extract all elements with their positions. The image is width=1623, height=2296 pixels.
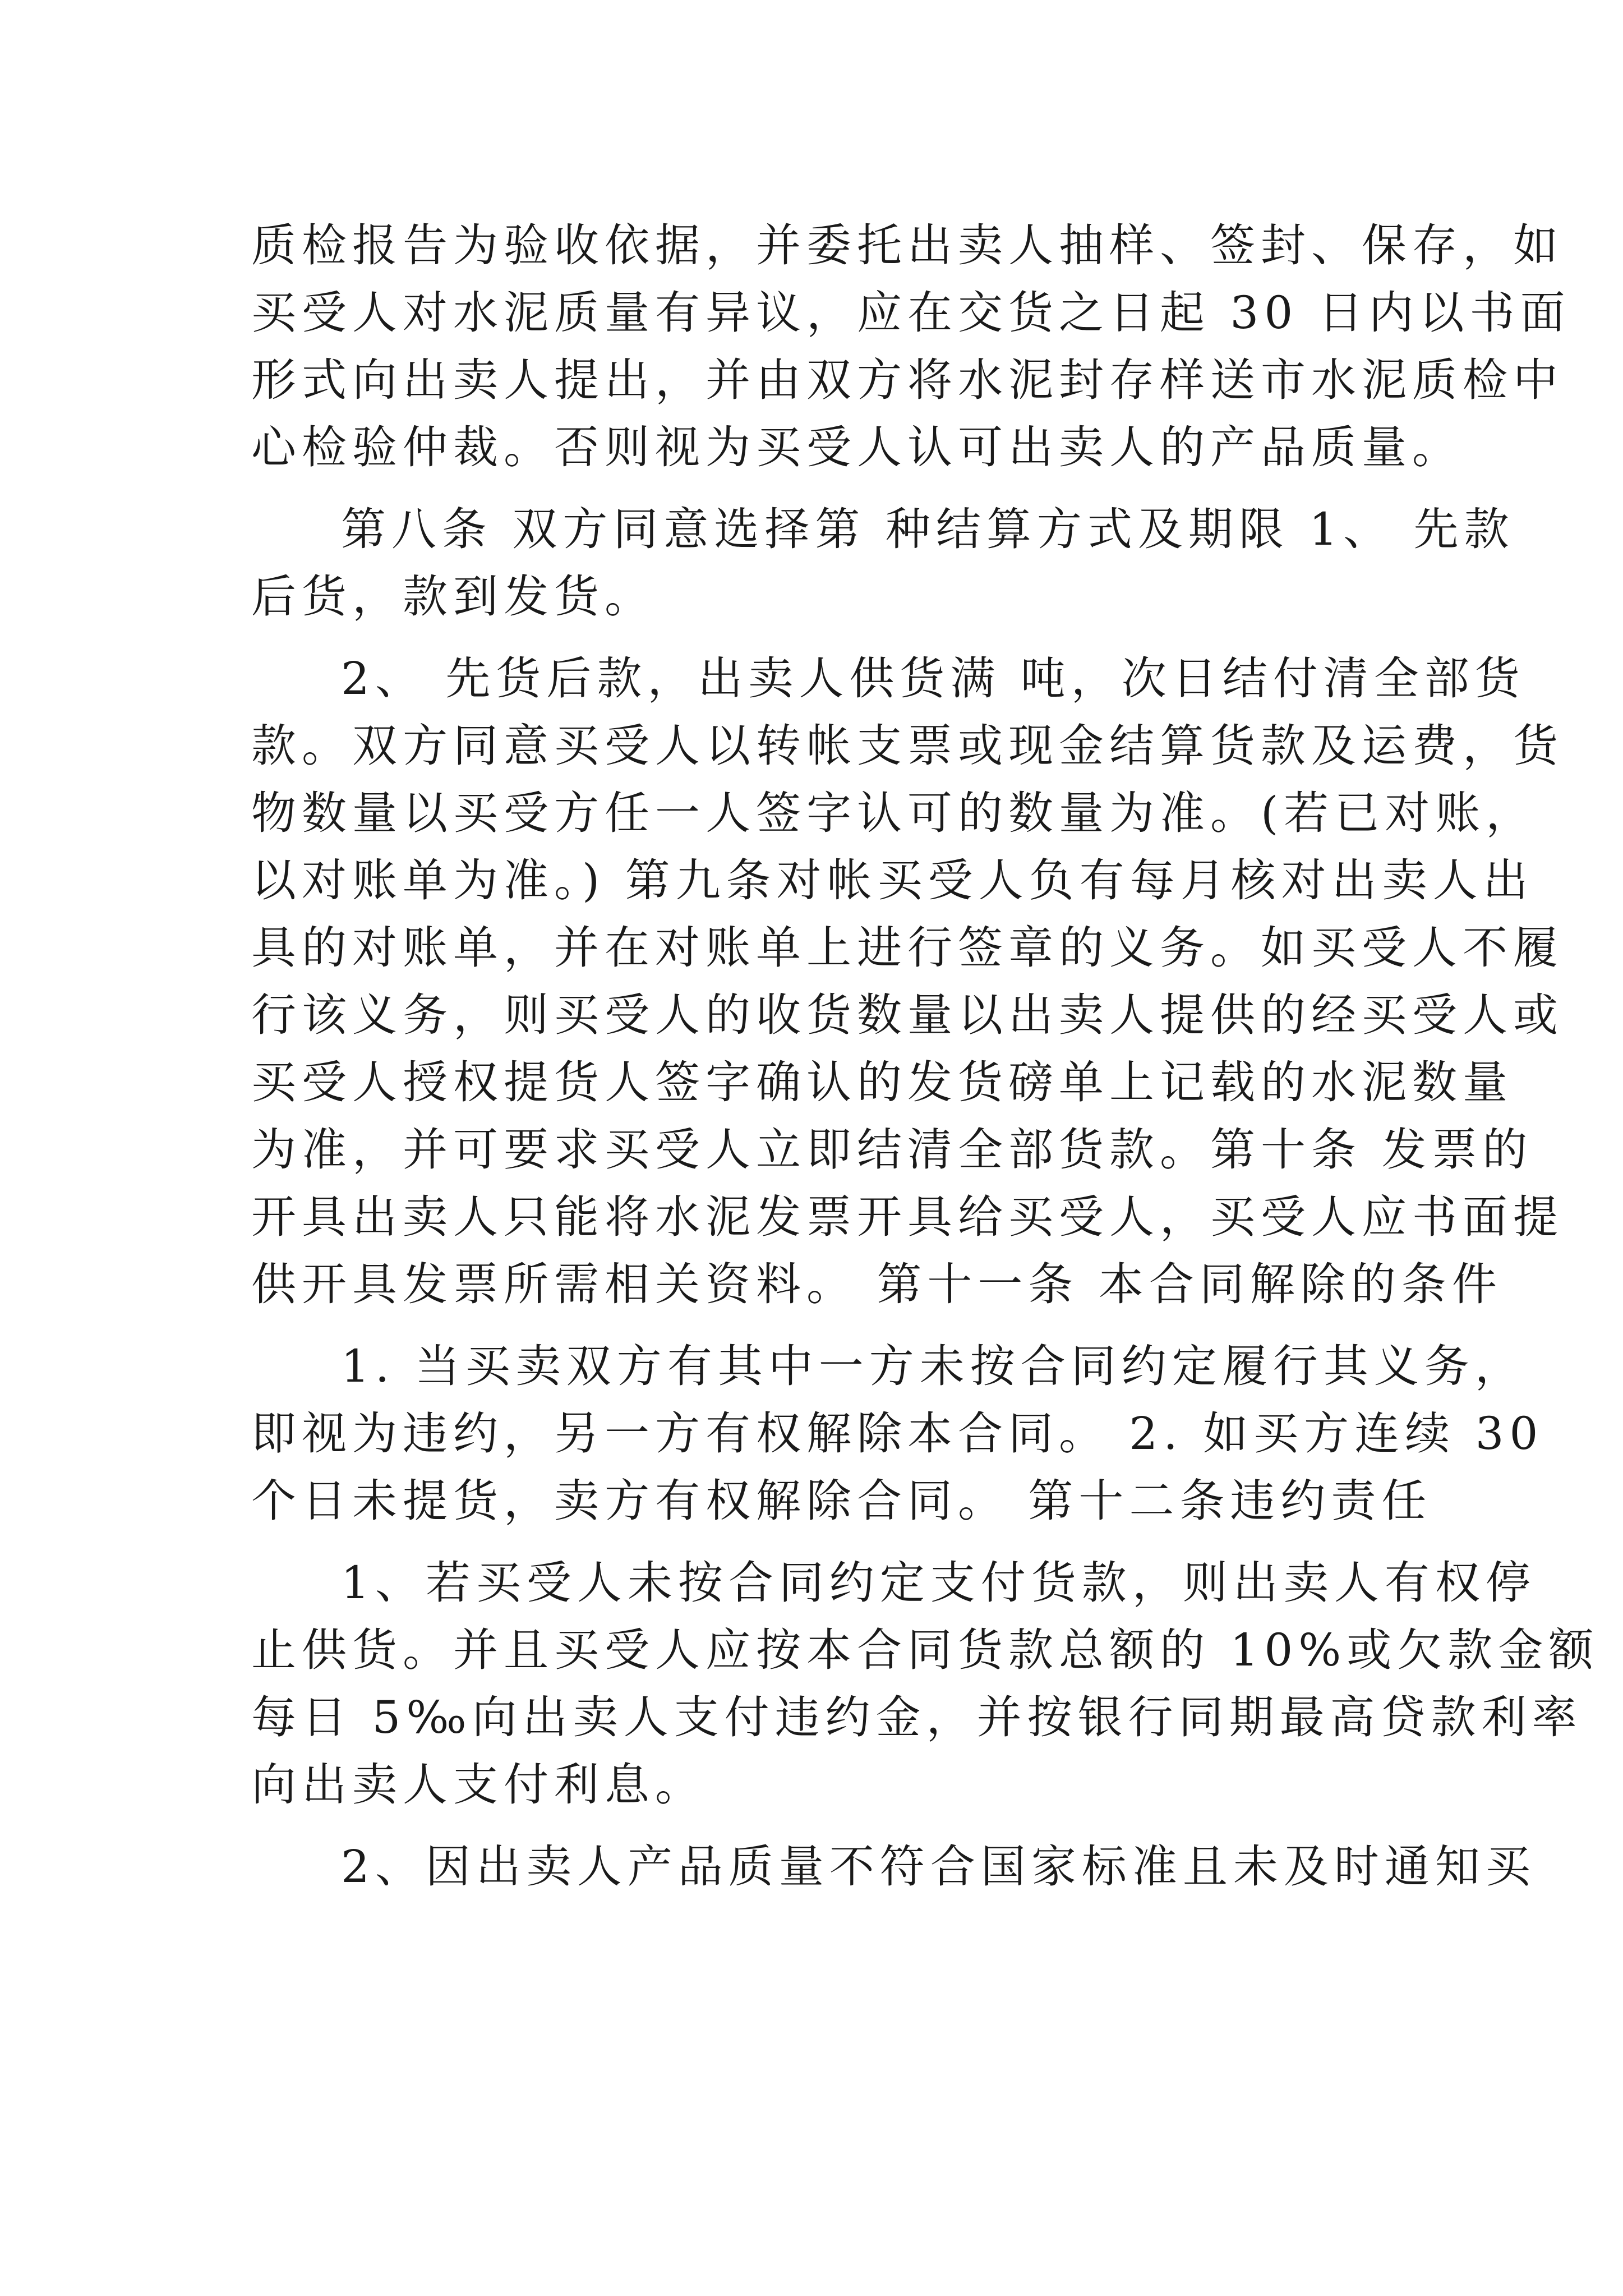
text-line: 2、 先货后款，出卖人供货满 吨，次日结付清全部货	[341, 652, 1525, 705]
text-line: 1、若买受人未按合同约定支付货款，则出卖人有权停	[341, 1557, 1536, 1609]
text-line: 以对账单为准。) 第九条对帐买受人负有每月核对出卖人出	[251, 854, 1534, 907]
contract-text	[251, 212, 1599, 1901]
text-line: 后货，款到发货。	[251, 570, 655, 623]
text-line: 开具出卖人只能将水泥发票开具给买受人，买受人应书面提	[251, 1191, 1564, 1243]
paragraph-gap	[251, 631, 1395, 645]
text-line: 心检验仲裁。否则视为买受人认可出卖人的产品质量。	[251, 421, 1463, 473]
text-line: 质检报告为验收依据，并委托出卖人抽样、签封、保存，如	[251, 219, 1564, 272]
text-line: 止供货。并且买受人应按本合同货款总额的 10%或欠款金额	[251, 1624, 1599, 1676]
text-line: 买受人授权提货人签字确认的发货磅单上记载的水泥数量	[251, 1056, 1513, 1108]
text-line: 款。双方同意买受人以转帐支票或现金结算货款及运费，货	[251, 720, 1564, 772]
paragraph-gap	[251, 481, 1395, 496]
text-line: 形式向出卖人提出，并由双方将水泥封存样送市水泥质检中	[251, 354, 1564, 406]
text-line: 物数量以买受方任一人签字认可的数量为准。(若已对账，	[251, 787, 1537, 839]
text-line: 每日 5‰向出卖人支付违约金，并按银行同期最高贷款利率	[251, 1691, 1583, 1743]
paragraph-gap	[251, 1535, 1395, 1549]
text-line: 个日未提货，卖方有权解除合同。 第十二条违约责任	[251, 1475, 1432, 1527]
text-line: 第八条 双方同意选择第 种结算方式及期限 1、 先款	[341, 503, 1515, 555]
text-line: 供开具发票所需相关资料。 第十一条 本合同解除的条件	[251, 1258, 1502, 1310]
paragraph-gap	[251, 1318, 1395, 1333]
text-line: 行该义务，则买受人的收货数量以出卖人提供的经买受人或	[251, 989, 1564, 1041]
text-line: 具的对账单，并在对账单上进行签章的义务。如买受人不履	[251, 922, 1564, 974]
paragraph-gap	[251, 1819, 1395, 1833]
text-line: 向出卖人支付利息。	[251, 1759, 706, 1811]
text-line: 2、因出卖人产品质量不符合国家标准且未及时通知买	[341, 1841, 1536, 1893]
text-line: 为准，并可要求买受人立即结清全部货款。第十条 发票的	[251, 1124, 1533, 1176]
text-line: 买受人对水泥质量有异议，应在交货之日起 30 日内以书面	[251, 287, 1571, 339]
text-line: 即视为违约，另一方有权解除本合同。 2. 如买方连续 30	[251, 1407, 1544, 1460]
text-line: 1. 当买卖双方有其中一方未按合同约定履行其义务，	[341, 1340, 1525, 1392]
